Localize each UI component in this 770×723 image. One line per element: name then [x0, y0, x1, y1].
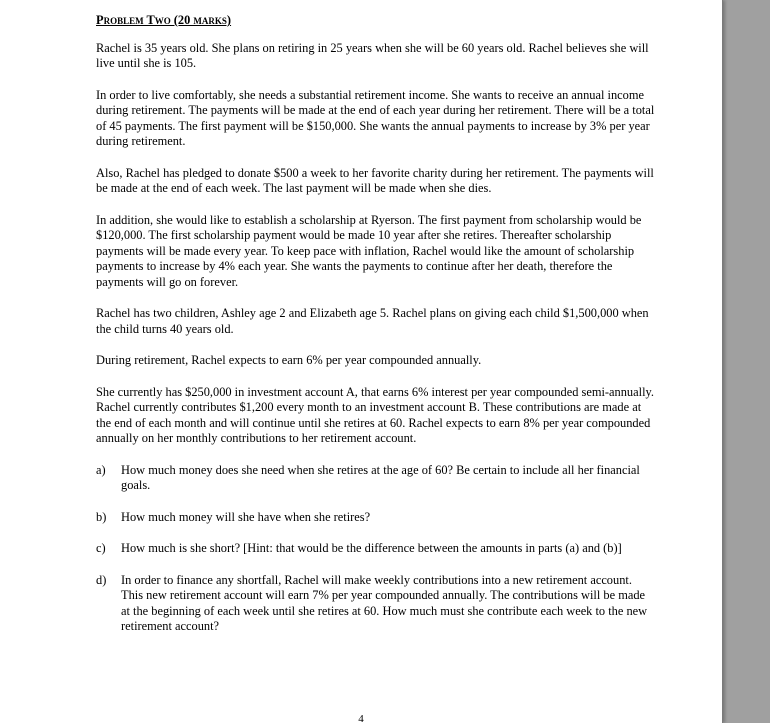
question-c — [96, 541, 656, 557]
paragraph-return-rate: During retirement, Rachel expects to earn 6% per year compounded annually. — [96, 353, 482, 367]
question-text: How much money will she have when she retires? — [121, 509, 371, 524]
document-content — [96, 13, 656, 651]
question-text: In order to finance any shortfall, Rachel will make weekly contributions into a new retirement account. This new retirement account will earn 7% per year compounded annually. The contributions will be made at the beginning of each week until she retires at 60. How much must she contribute each week to the new retirement account? — [121, 572, 648, 633]
question-b — [96, 510, 656, 526]
question-text: How much is she short? [Hint: that would be the difference between the amounts in parts (a) and (b)] — [121, 541, 622, 555]
question-d — [96, 573, 656, 635]
paragraph-scholarship: In addition, she would like to establish a scholarship at Ryerson. The first payment from scholarship would be $120,000. The first scholarship payment would be made 10 year after she retires. Thereafter scholarship payments will be made every year. To keep pace with inflation, Rachel would like the amount of scholarship payments to increase by 4% each year. She wants the payments to continue after her death, therefore the payments will go on forever. — [96, 212, 642, 289]
paragraph-investments: She currently has $250,000 in investment account A, that earns 6% interest per year compounded semi-annually. Rachel currently contributes $1,200 every month to an investment account B. These contributions are made at the end of each month and will continue until she retires at 60. Rachel expects to earn 8% per year compounded annually on her monthly contributions to her retirement account. — [96, 384, 654, 445]
problem-heading: Problem Two (20 marks) — [96, 13, 232, 27]
paragraph-children: Rachel has two children, Ashley age 2 and Elizabeth age 5. Rachel plans on giving each child $1,500,000 when the child turns 40 years old. — [96, 306, 649, 336]
question-a — [96, 463, 656, 494]
page-number: 4 — [358, 713, 364, 723]
question-label: d) — [96, 572, 107, 587]
paragraph-age: Rachel is 35 years old. She plans on retiring in 25 years when she will be 60 years old. Rachel believes she will live until she is 105. — [96, 40, 649, 70]
question-label: b) — [96, 509, 107, 524]
question-label: c) — [96, 541, 106, 555]
question-label: a) — [96, 462, 106, 477]
paragraph-charity: Also, Rachel has pledged to donate $500 a week to her favorite charity during her retirement. The payments will be made at the end of each week. The last payment will be made when she dies. — [96, 165, 654, 195]
question-text: How much money does she need when she retires at the age of 60? Be certain to include all her financial goals. — [121, 462, 640, 492]
paragraph-retirement-income: In order to live comfortably, she needs a substantial retirement income. She wants to receive an annual income during retirement. The payments will be made at the end of each year during her retirement. There will be a total of 45 payments. The first payment will be $150,000. She wants the annual payments to increase by 3% per year during retirement. — [96, 87, 655, 148]
